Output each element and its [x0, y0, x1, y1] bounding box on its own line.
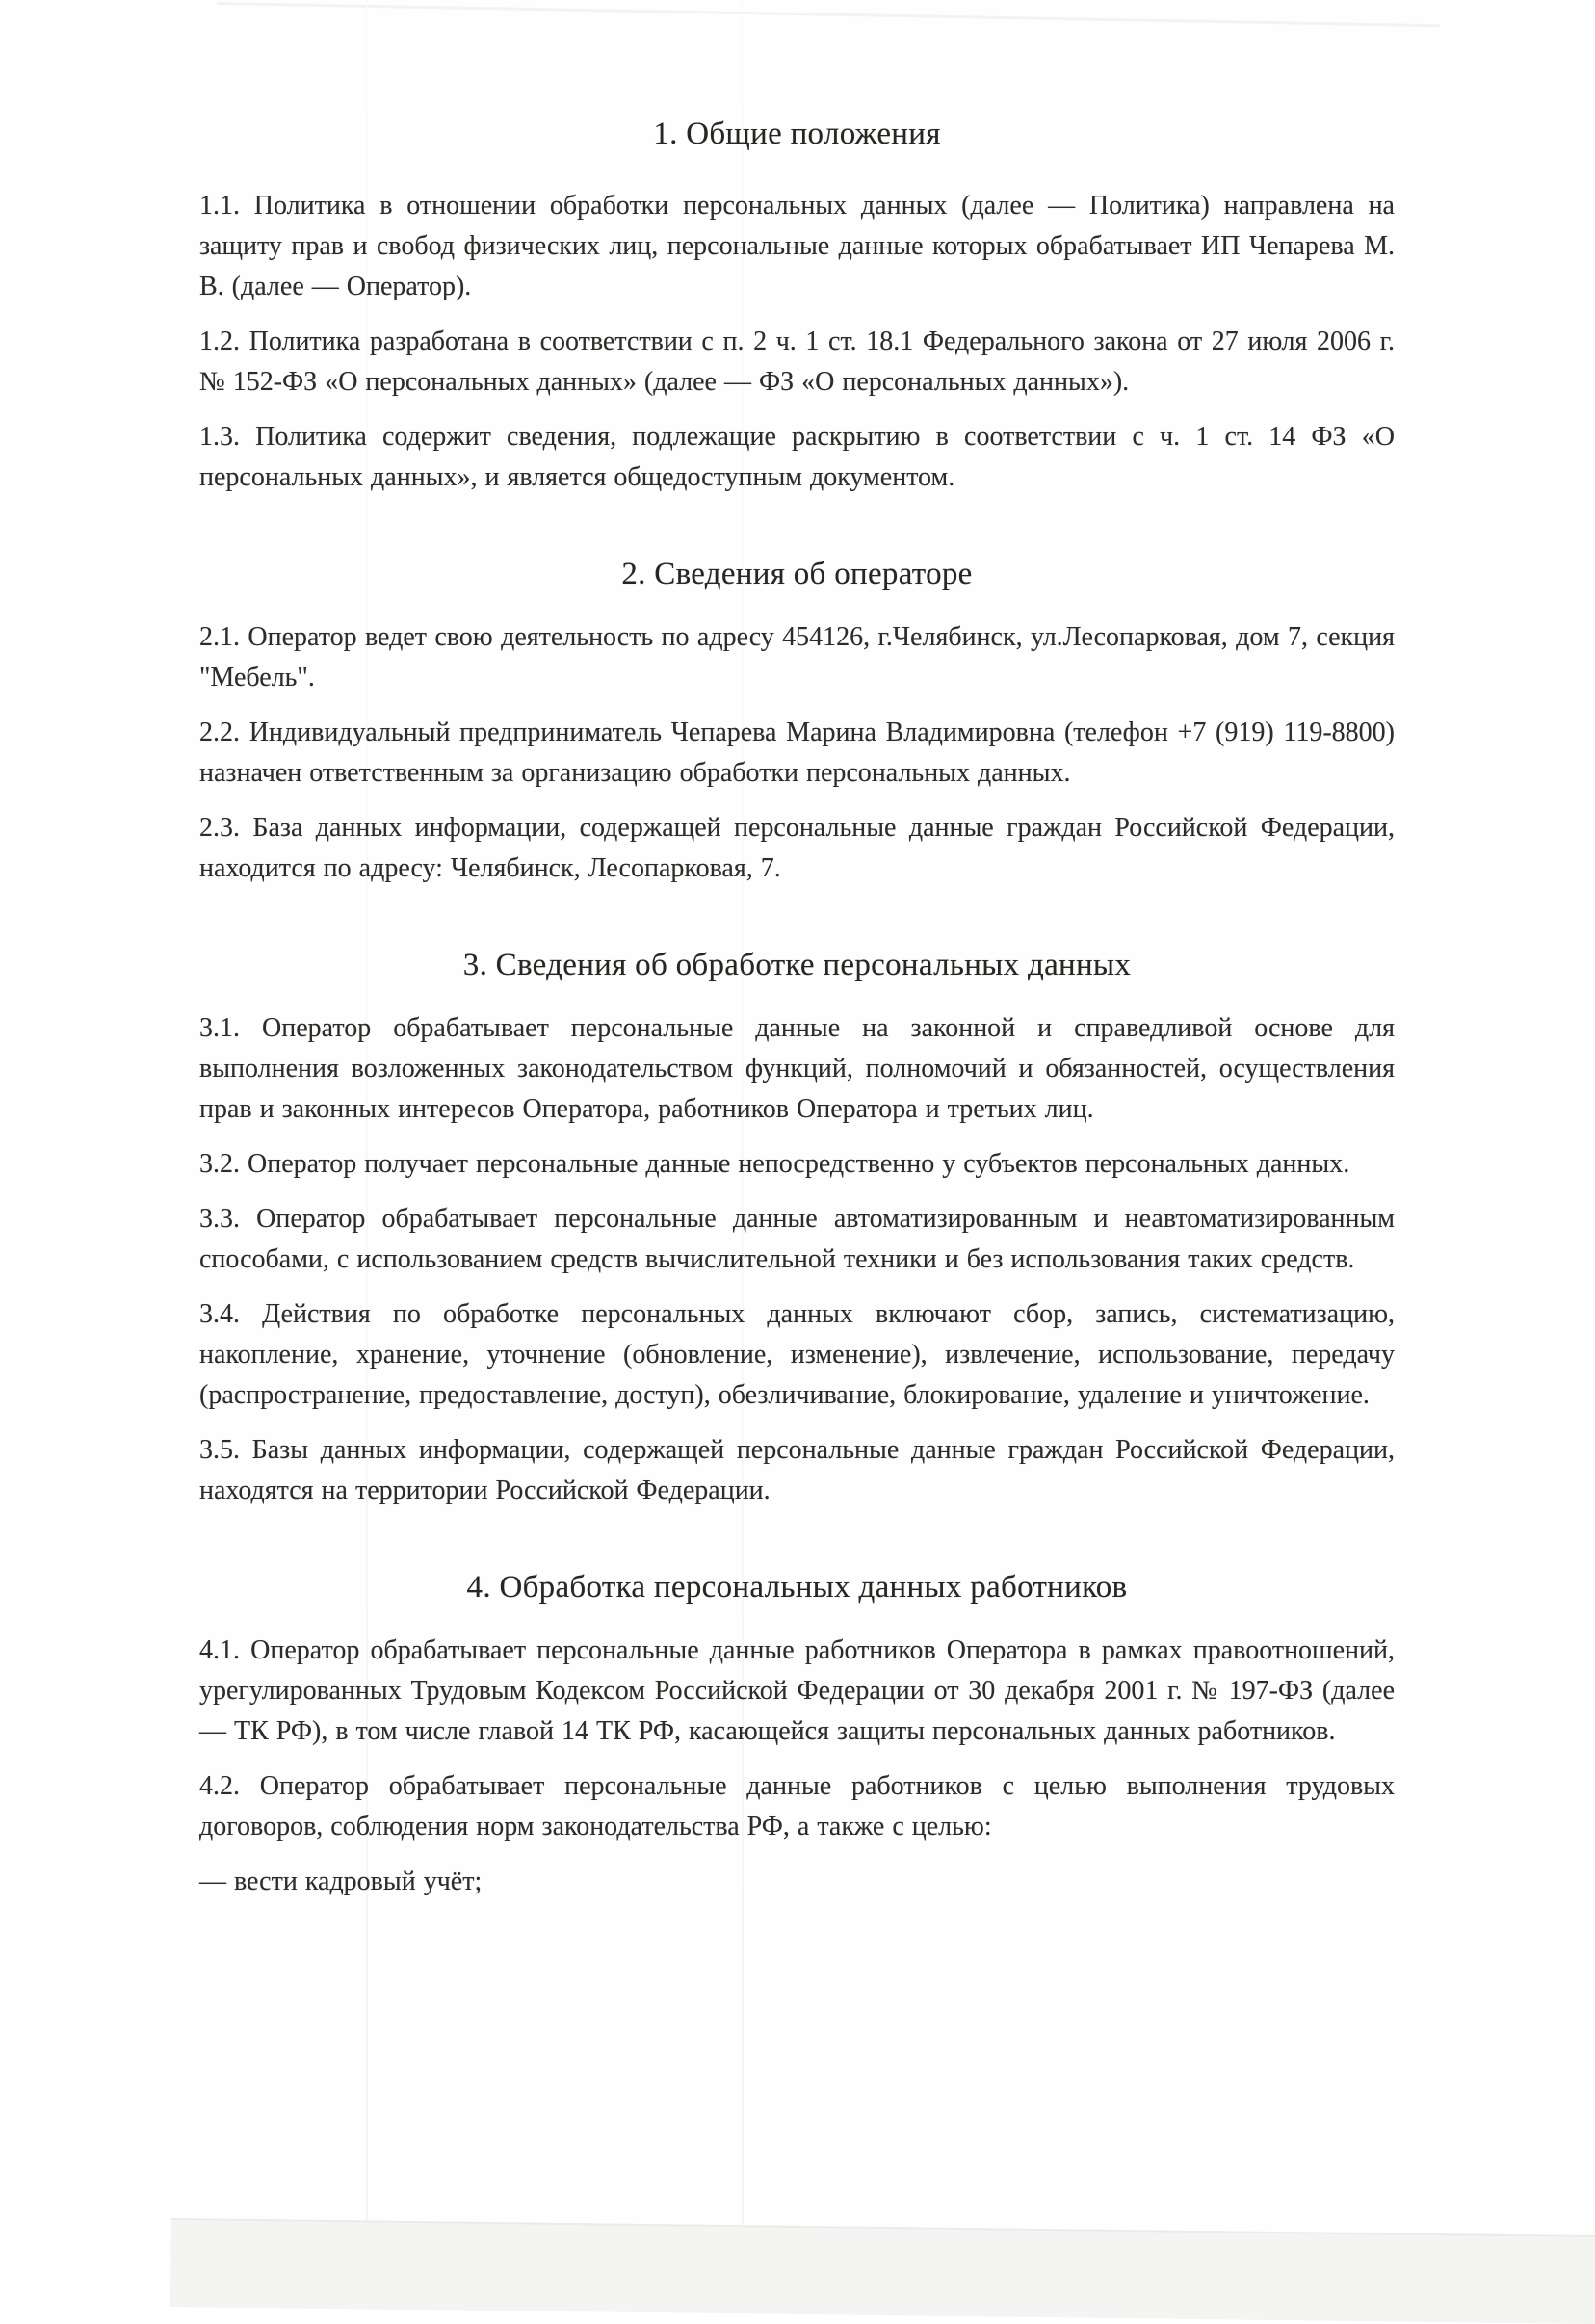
para-3-5: 3.5. Базы данных информации, содержащей персональные данные граждан Российской Федерации, находятся на территории Российской Федерации. — [199, 1435, 1395, 1505]
document-content — [199, 0, 1395, 1917]
para-3-1: 3.1. Оператор обрабатывает персональные данные на законной и справедливой основе для выполнения возложенных законодательством функций, полномочий и обязанностей, осуществления прав и законных интересов Оператора, работников Оператора и третьих лиц. — [199, 1013, 1395, 1124]
section-heading-operator-info: 2. Сведения об операторе — [621, 557, 973, 591]
scan-shadow-bottom — [170, 2218, 1595, 2324]
section-general-provisions — [199, 114, 1395, 498]
section-operator-info — [199, 554, 1395, 889]
section-heading-general-provisions: 1. Общие положения — [653, 117, 941, 151]
para-1-3: 1.3. Политика содержит сведения, подлежащие раскрытию в соответствии с ч. 1 ст. 14 ФЗ «О персональных данных», и является общедоступным документом. — [199, 422, 1395, 492]
list-item-hr-records: — вести кадровый учёт; — [199, 1867, 483, 1896]
section-heading-processing-info: 3. Сведения об обработке персональных данных — [462, 948, 1132, 982]
para-4-2: 4.2. Оператор обрабатывает персональные данные работников с целью выполнения трудовых договоров, соблюдения норм законодательства РФ, а также с целью: — [199, 1771, 1395, 1841]
section-employee-data — [199, 1567, 1395, 1902]
section-processing-info — [199, 945, 1395, 1511]
para-3-4: 3.4. Действия по обработке персональных данных включают сбор, запись, систематизацию, накопление, хранение, уточнение (обновление, изменение), извлечение, использование, передачу (распространение, предоставление, доступ), обезличивание, блокирование, удаление и уничтожение. — [199, 1299, 1395, 1410]
para-4-1: 4.1. Оператор обрабатывает персональные данные работников Оператора в рамках правоотношений, урегулированных Трудовым Кодексом Российской Федерации от 30 декабря 2001 г. № 197-ФЗ (далее — ТК РФ), в том числе главой 14 ТК РФ, касающейся защиты персональных данных работников. — [199, 1635, 1395, 1746]
para-1-2: 1.2. Политика разработана в соответствии с п. 2 ч. 1 ст. 18.1 Федерального закона от 27 июля 2006 г. № 152-ФЗ «О персональных данных» (далее — ФЗ «О персональных данных»). — [199, 326, 1395, 397]
para-3-2: 3.2. Оператор получает персональные данные непосредственно у субъектов персональных данных. — [199, 1149, 1350, 1179]
section-heading-employee-data: 4. Обработка персональных данных работников — [466, 1570, 1128, 1605]
para-1-1: 1.1. Политика в отношении обработки персональных данных (далее — Политика) направлена на защиту прав и свобод физических лиц, персональные данные которых обрабатывает ИП Чепарева М. В. (далее — Оператор). — [199, 191, 1395, 301]
para-3-3: 3.3. Оператор обрабатывает персональные данные автоматизированным и неавтоматизированным способами, с использованием средств вычислительной техники и без использования таких средств. — [199, 1204, 1395, 1274]
para-2-1: 2.1. Оператор ведет свою деятельность по адресу 454126, г.Челябинск, ул.Лесопарковая, дом 7, секция "Мебель". — [199, 622, 1395, 692]
para-2-3: 2.3. База данных информации, содержащей персональные данные граждан Российской Федерации, находится по адресу: Челябинск, Лесопарковая, 7. — [199, 813, 1395, 883]
para-2-2: 2.2. Индивидуальный предприниматель Чепарева Марина Владимировна (телефон +7 (919) 119-8800) назначен ответственным за организацию обработки персональных данных. — [199, 718, 1395, 788]
